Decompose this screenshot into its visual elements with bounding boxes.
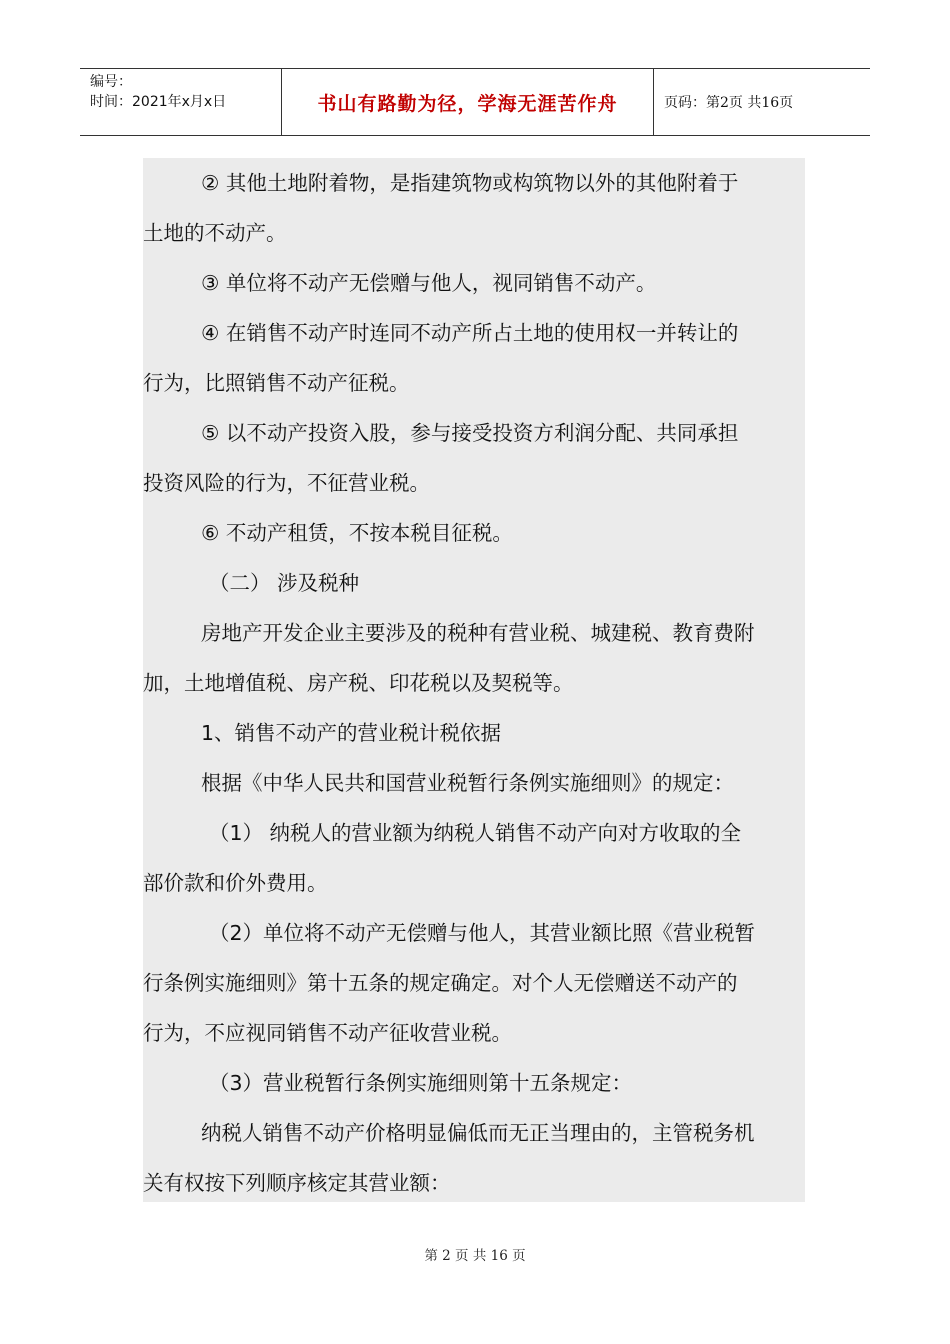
body-line: 房地产开发企业主要涉及的税种有营业税、城建税、教育费附 bbox=[201, 621, 755, 645]
body-line: 纳税人销售不动产价格明显偏低而无正当理由的，主管税务机 bbox=[201, 1121, 755, 1145]
subsection-heading: 1、销售不动产的营业税计税依据 bbox=[201, 721, 502, 745]
document-body bbox=[143, 158, 805, 1202]
body-line: ② 其他土地附着物，是指建筑物或构筑物以外的其他附着于 bbox=[201, 171, 739, 195]
serial-number-label: 编号： bbox=[90, 74, 132, 90]
body-line: 关有权按下列顺序核定其营业额： bbox=[143, 1171, 451, 1195]
header-motto-cell bbox=[282, 69, 654, 135]
date-label: 时间：2021年x月x日 bbox=[90, 94, 227, 110]
body-line: ③ 单位将不动产无偿赠与他人，视同销售不动产。 bbox=[201, 271, 657, 295]
body-line: 加，土地增值税、房产税、印花税以及契税等。 bbox=[143, 671, 574, 695]
body-line: 行为，不应视同销售不动产征收营业税。 bbox=[143, 1021, 512, 1045]
page-info: 页码：第2页 共16页 bbox=[664, 95, 794, 111]
body-line: 行条例实施细则》第十五条的规定确定。对个人无偿赠送不动产的 bbox=[143, 971, 738, 995]
motto: 书山有路勤为径，学海无涯苦作舟 bbox=[317, 92, 618, 115]
body-line: ④ 在销售不动产时连同不动产所占土地的使用权一并转让的 bbox=[201, 321, 739, 345]
body-line: 投资风险的行为，不征营业税。 bbox=[143, 471, 430, 495]
body-line: （1） 纳税人的营业额为纳税人销售不动产向对方收取的全 bbox=[209, 821, 742, 845]
page-footer: 第 2 页 共 16 页 bbox=[424, 1248, 526, 1264]
header-meta bbox=[80, 69, 282, 135]
body-line: 行为，比照销售不动产征税。 bbox=[143, 371, 410, 395]
header-page-info bbox=[654, 69, 870, 135]
body-line: （2）单位将不动产无偿赠与他人，其营业额比照《营业税暂 bbox=[209, 921, 756, 945]
body-line: 根据《中华人民共和国营业税暂行条例实施细则》的规定： bbox=[201, 771, 734, 795]
page-header bbox=[80, 68, 870, 136]
body-line: ⑥ 不动产租赁，不按本税目征税。 bbox=[201, 521, 513, 545]
body-line: 土地的不动产。 bbox=[143, 221, 287, 245]
body-line: ⑤ 以不动产投资入股，参与接受投资方利润分配、共同承担 bbox=[201, 421, 739, 445]
section-heading: （二） 涉及税种 bbox=[209, 571, 360, 595]
body-line: 部价款和价外费用。 bbox=[143, 871, 328, 895]
body-line: （3）营业税暂行条例实施细则第十五条规定： bbox=[209, 1071, 633, 1095]
